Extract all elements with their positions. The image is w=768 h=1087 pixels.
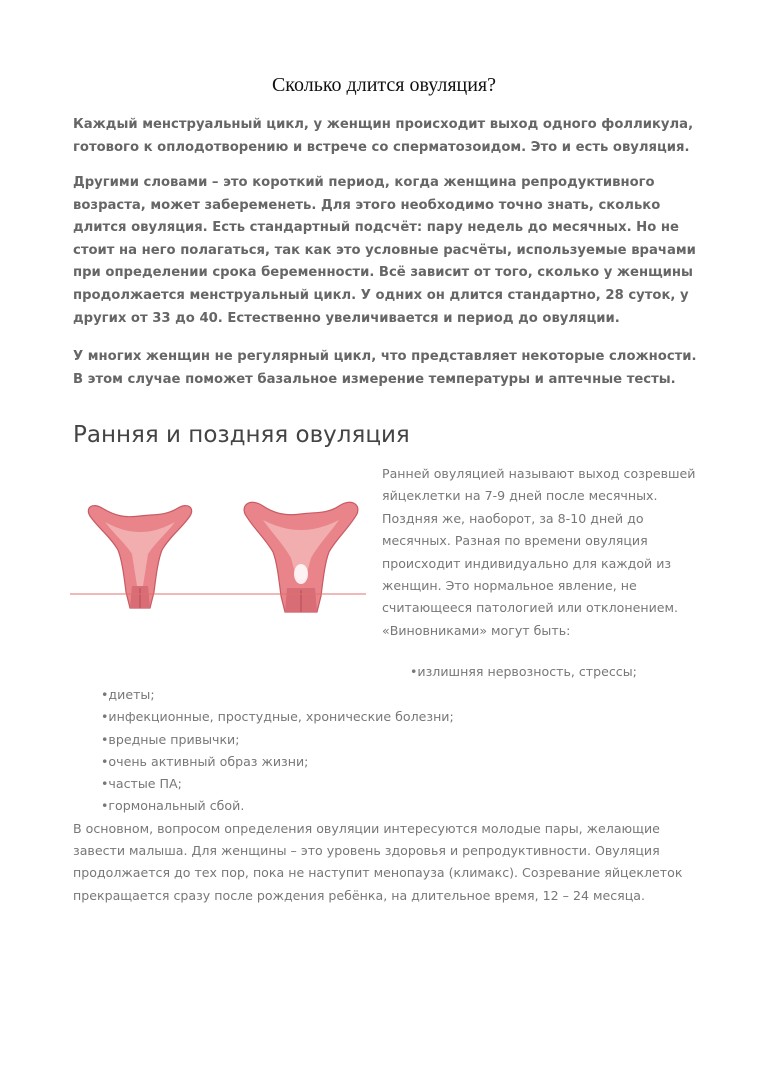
list-item: •инфекционные, простудные, хронические болезни; bbox=[101, 709, 454, 725]
causes-list bbox=[101, 684, 454, 818]
uterus-left-figure bbox=[88, 506, 191, 608]
details-paragraph: Другими словами – это короткий период, когда женщина репродуктивного возраста, может забеременеть. Для этого необходимо точно знать, сколько длится овуляция. Есть стандартный подсчёт: пару недель до месячных. Но не стоит на него полагаться, так как это условные расчёты, используемые врачами при определении срока беременности. Всё зависит от того, сколько у женщины продолжается менструальный цикл. У одних он длится стандартно, 28 суток, у других от 33 до 40. Естественно увеличивается и период до овуляции. bbox=[73, 175, 696, 326]
list-item: •частые ПА; bbox=[101, 776, 182, 792]
irregular-cycle-paragraph: У многих женщин не регулярный цикл, что представляет некоторые сложности. В этом случае поможет базальное измерение температуры и аптечные тесты. bbox=[73, 349, 697, 387]
uterus-right-figure bbox=[244, 502, 358, 612]
early-late-ovulation-text: Ранней овуляцией называют выход созревшей яйцеклетки на 7-9 дней после месячных. Поздняя же, наоборот, за 8-10 дней до месячных. Разная по времени овуляция происходит индивидуально для каждой из женщин. Это нормальное явление, не считающееся патологией или отклонением. «Виновниками» могут быть: bbox=[382, 466, 696, 638]
list-item: •диеты; bbox=[101, 687, 155, 702]
closing-paragraph: В основном, вопросом определения овуляции интересуются молодые пары, желающие завести малыша. Для женщины – это уровень здоровья и репродуктивности. Овуляция продолжается до тех пор, пока не наступит менопауза (климакс). Созревание яйцеклеток прекращается сразу после рождения ребёнка, на длительное время, 12 – 24 месяца. bbox=[73, 821, 683, 903]
list-item: •вредные привычки; bbox=[101, 731, 240, 747]
list-item: •очень активный образ жизни; bbox=[101, 753, 309, 769]
intro-paragraph: Каждый менструальный цикл, у женщин происходит выход одного фолликула, готового к оплодотворению и встрече со сперматозоидом. Это и есть овуляция. bbox=[73, 117, 694, 155]
page-title: Сколько длится овуляция? bbox=[271, 74, 497, 96]
list-item: •излишняя нервозность, стрессы; bbox=[410, 664, 637, 679]
list-item: •гормональный сбой. bbox=[101, 798, 245, 814]
uterus-illustration bbox=[70, 488, 366, 628]
section-heading: Ранняя и поздняя овуляция bbox=[73, 422, 410, 448]
